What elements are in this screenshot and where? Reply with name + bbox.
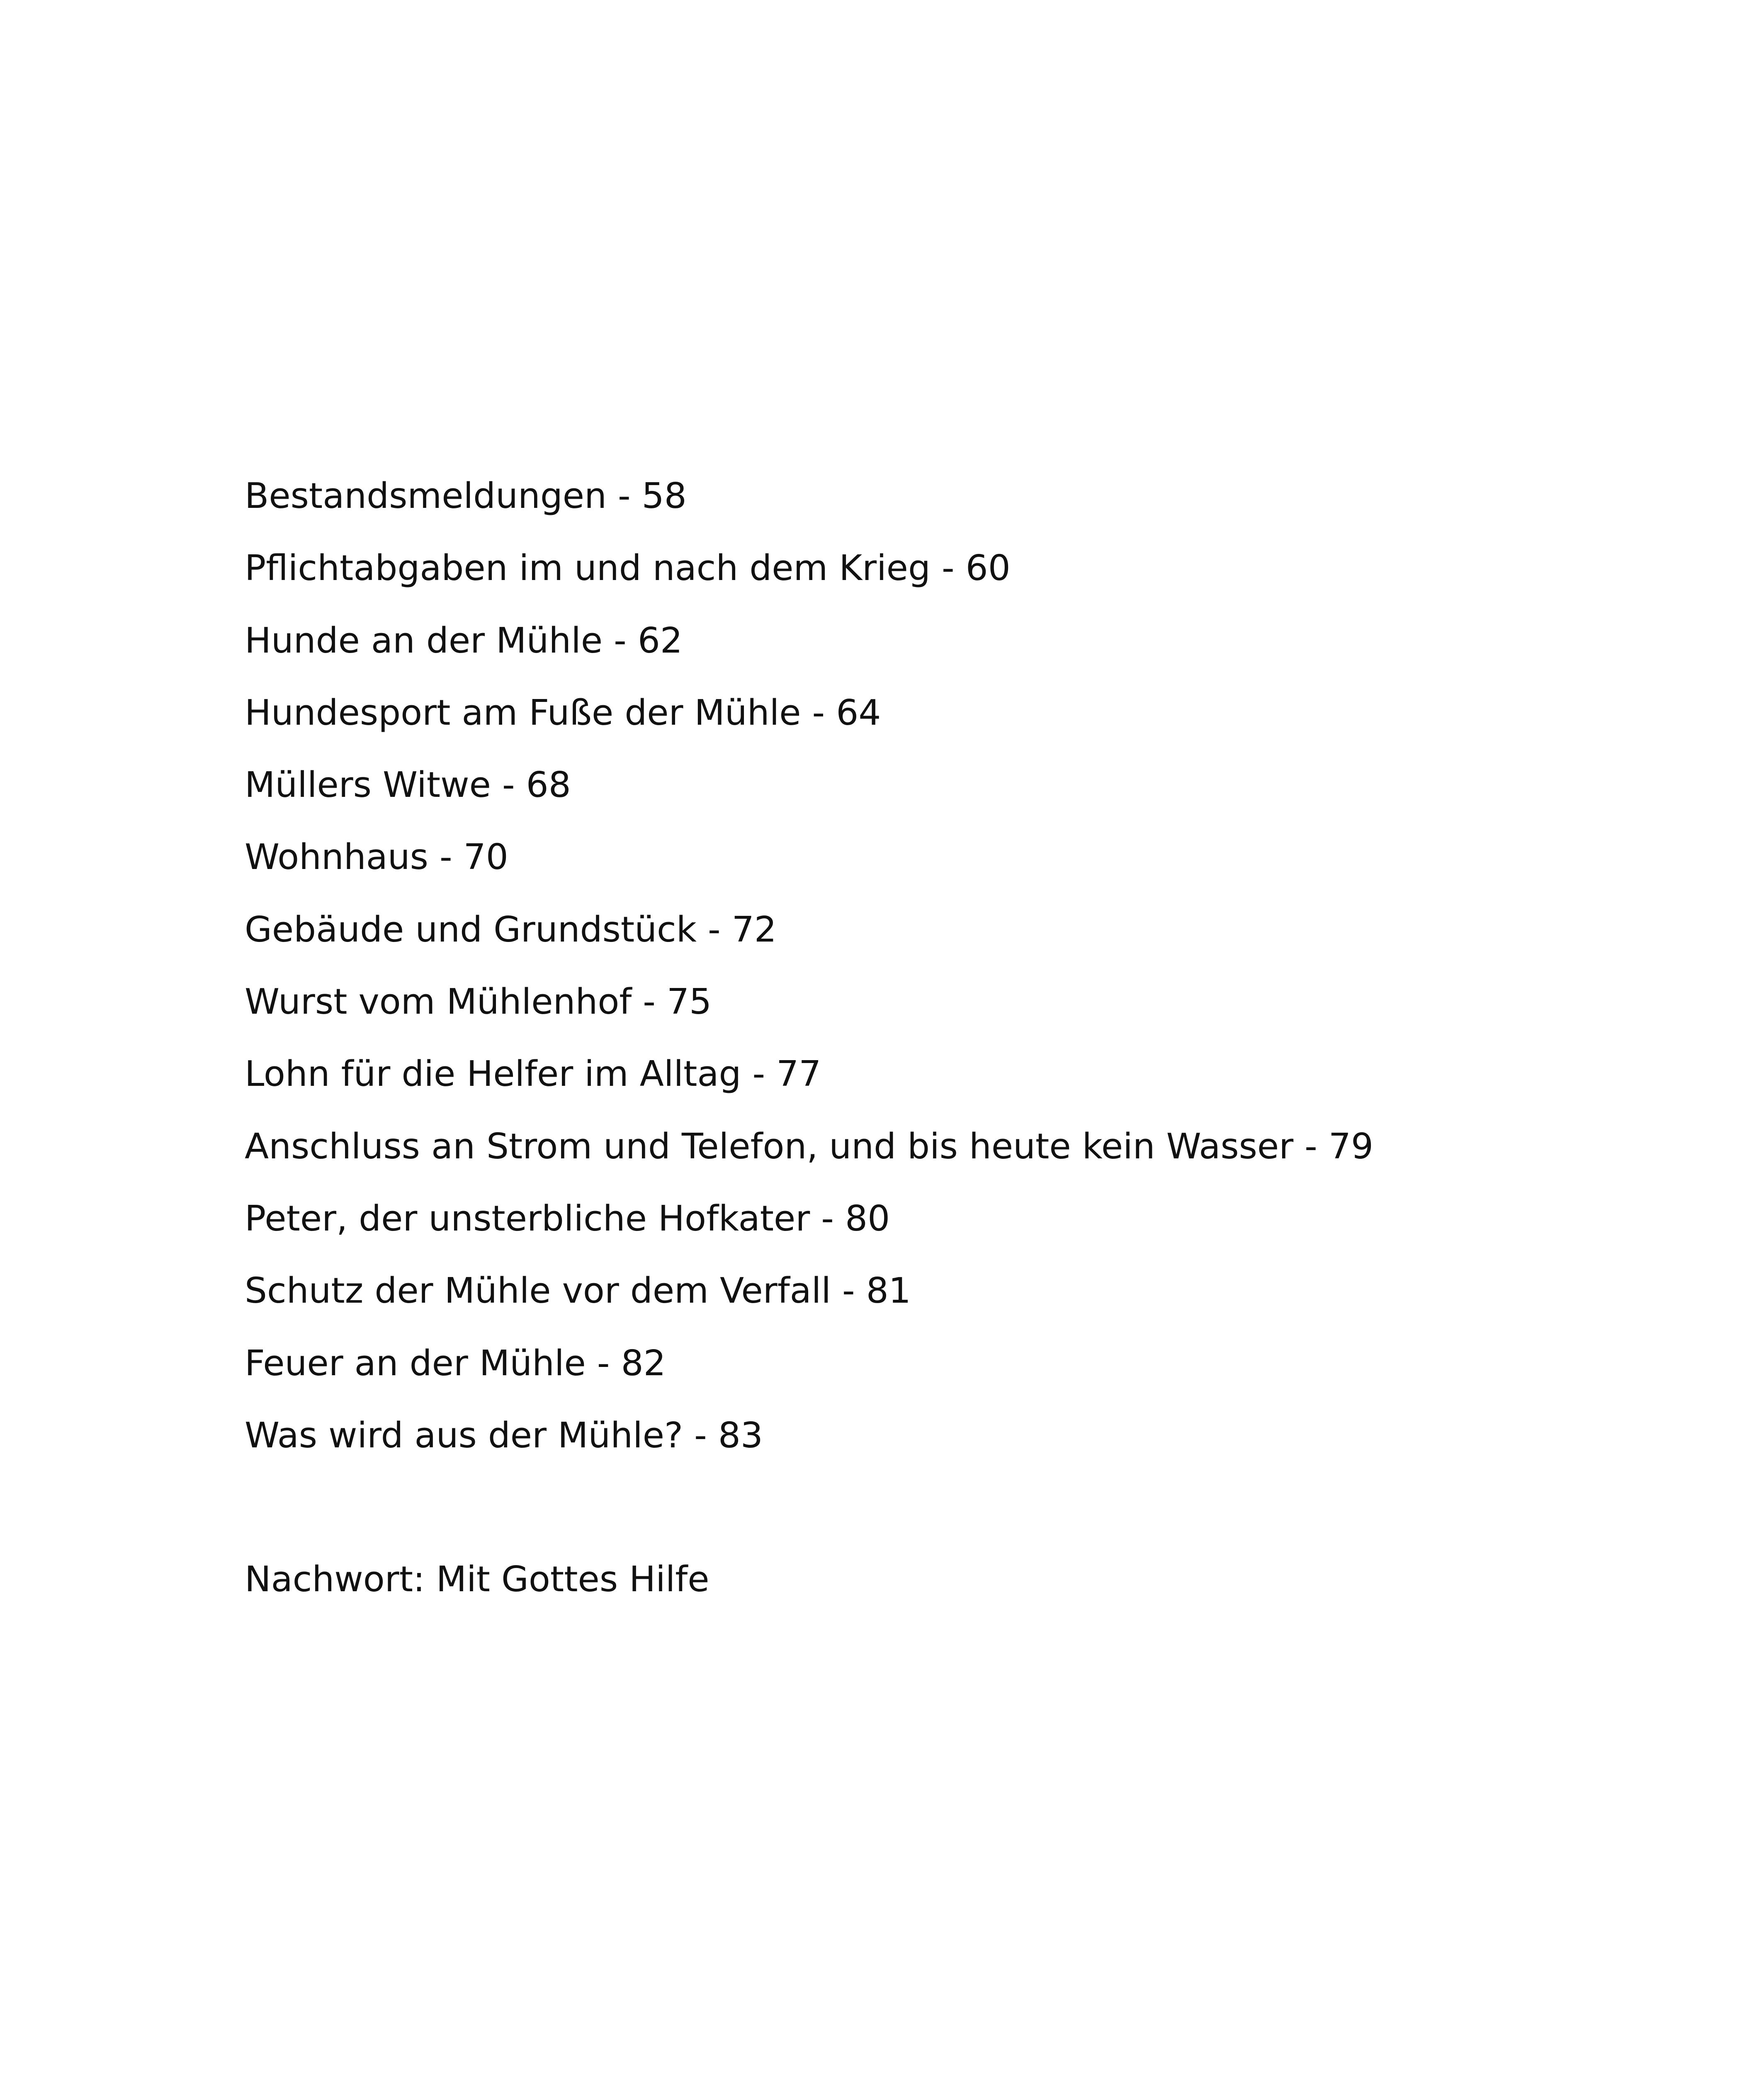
toc-entry: Hunde an der Mühle - 62 [245,620,683,661]
toc-entry: Schutz der Mühle vor dem Verfall - 81 [245,1270,911,1312]
table-of-contents [245,460,1373,1472]
toc-entry: Was wird aus der Mühle? - 83 [245,1415,763,1456]
toc-entry: Feuer an der Mühle - 82 [245,1342,666,1384]
toc-entry: Bestandsmeldungen - 58 [245,476,687,517]
toc-entry: Gebäude und Grundstück - 72 [245,909,777,950]
toc-entry: Peter, der unsterbliche Hofkater - 80 [245,1198,890,1239]
toc-entry: Pflichtabgaben im und nach dem Krieg - 60 [245,548,1011,589]
toc-entry: Hundesport am Fuße der Mühle - 64 [245,692,881,733]
toc-entry: Anschluss an Strom und Telefon, und bis heute kein Wasser - 79 [245,1126,1374,1167]
toc-entry: Lohn für die Helfer im Alltag - 77 [245,1053,821,1095]
toc-entry: Müllers Witwe - 68 [245,765,571,806]
afterword-entry: Nachwort: Mit Gottes Hilfe [245,1559,709,1600]
toc-entry: Wurst vom Mühlenhof - 75 [245,981,712,1023]
toc-entry: Wohnhaus - 70 [245,837,508,878]
